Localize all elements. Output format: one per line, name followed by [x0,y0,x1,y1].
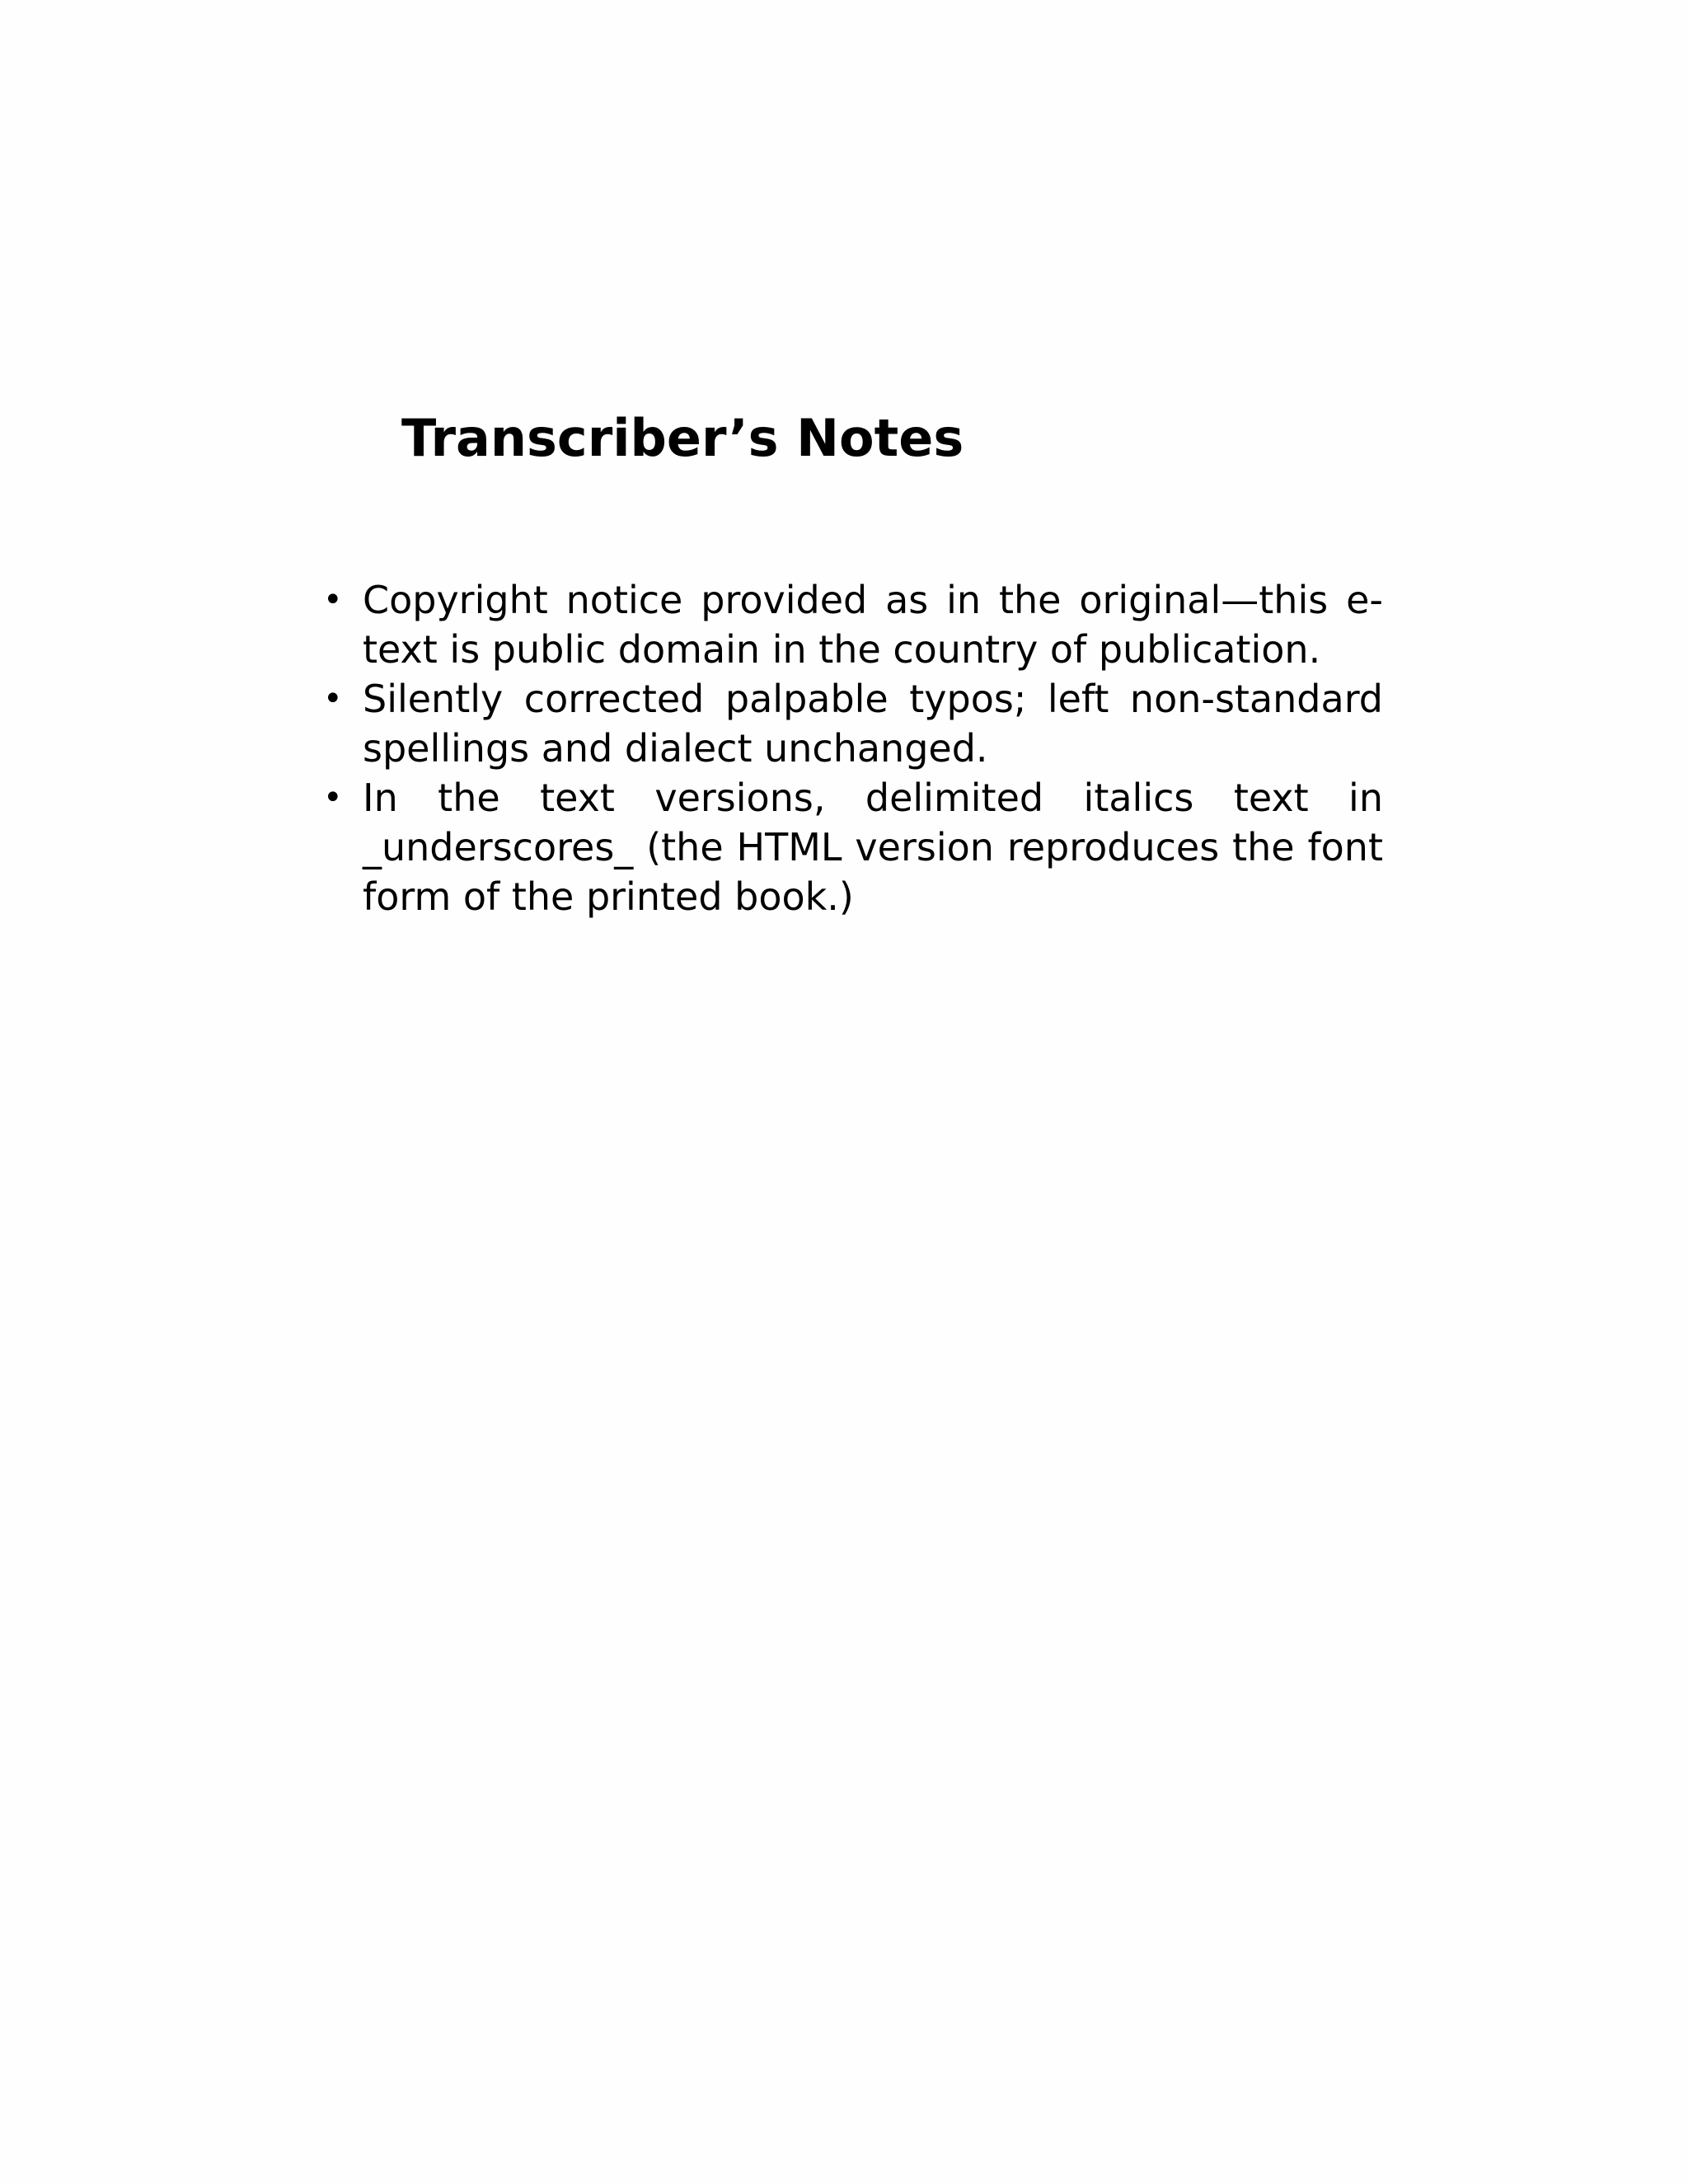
list-item [323,674,1383,773]
bullet-icon: • [323,680,343,718]
notes-list [323,575,1383,921]
list-item [323,773,1383,921]
bullet-icon: • [323,581,343,619]
page-title: Transcriber’s Notes [401,408,964,468]
bullet-icon: • [323,779,343,817]
note-text: In the text versions, delimited italics text in _underscores_ (the HTML version reproduces the font form of the printed book.) [363,776,1383,919]
list-item [323,575,1383,674]
note-text: Silently corrected palpable typos; left non-standard spellings and dialect unchanged. [363,677,1383,771]
note-text: Copyright notice provided as in the original—this e-text is public domain in the country of publication. [363,578,1383,672]
